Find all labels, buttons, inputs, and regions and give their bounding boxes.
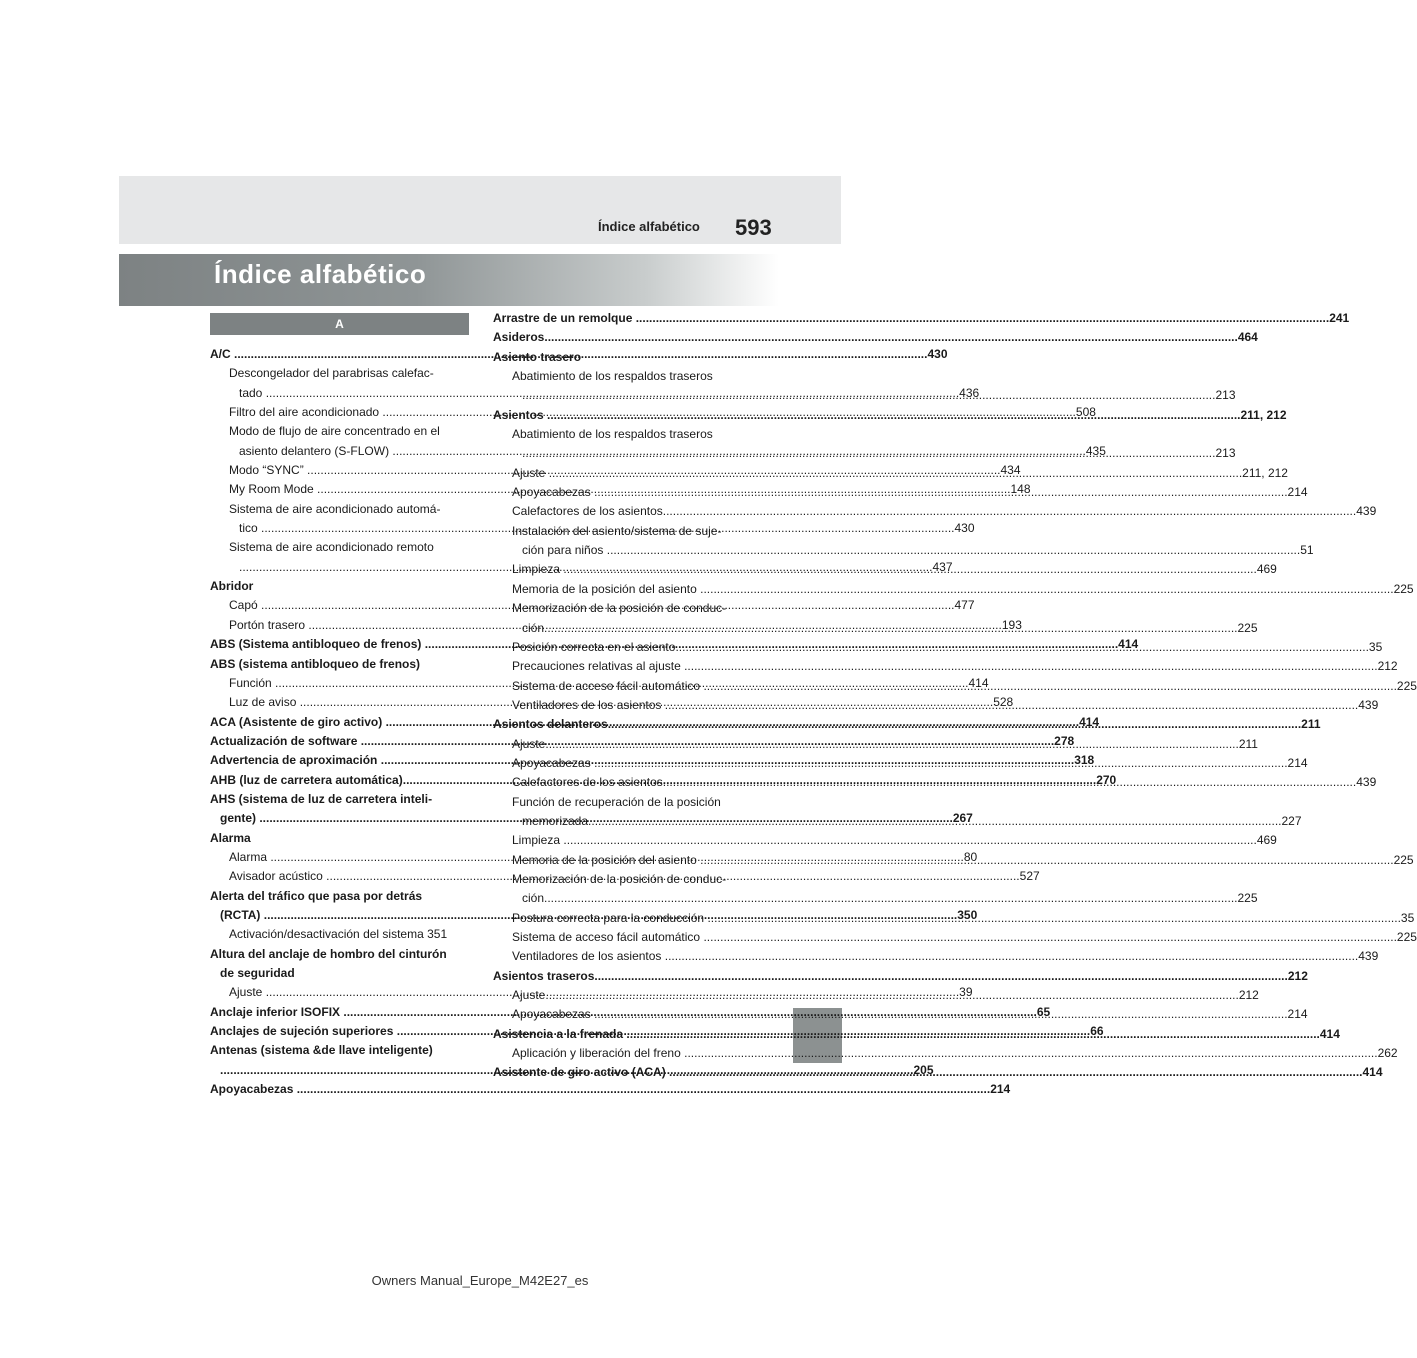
- entry-page-ref: 148: [1010, 482, 1031, 497]
- entry-term: Asientos traseros: [493, 968, 595, 983]
- entry-term: Alarma: [229, 849, 271, 864]
- entry-term: tico: [239, 521, 262, 536]
- entry-page-ref: 270: [1096, 772, 1117, 787]
- entry-page-ref: 477: [954, 598, 975, 613]
- page-title: Índice alfabético: [214, 259, 427, 289]
- dot-leader: [522, 443, 1215, 460]
- page-number: 593: [735, 215, 772, 240]
- entry-term: Abatimiento de los respaldos traseros: [512, 369, 713, 384]
- dot-leader: [700, 853, 1393, 867]
- entry-term: Alarma: [210, 830, 251, 845]
- entry-term: (RCTA): [220, 907, 264, 922]
- entry-term: Anclajes de sujeción superiores: [210, 1024, 397, 1039]
- entry-term: Calefactores de los asientos: [512, 775, 663, 790]
- index-entry: [210, 577, 465, 596]
- entry-page-ref: 214: [1287, 1007, 1308, 1022]
- entry-term: Postura correcta para la conducción: [512, 910, 708, 925]
- entry-page-ref: 508: [1075, 405, 1096, 420]
- dot-leader: [607, 543, 1300, 557]
- entry-term: Descongelador del parabrisas calefac-: [229, 366, 434, 381]
- title-band: [119, 254, 779, 306]
- entry-term: Asientos: [493, 407, 548, 422]
- entry-page-ref: 414: [1319, 1026, 1340, 1041]
- entry-term: Ajuste: [512, 988, 546, 1003]
- entry-page-ref: 414: [968, 675, 989, 690]
- dot-leader: [707, 911, 1400, 925]
- dot-leader: [522, 385, 1215, 402]
- entry-page-ref: 434: [1000, 463, 1021, 478]
- entry-term: memorizada: [522, 813, 589, 828]
- entry-page-ref: 464: [1237, 330, 1258, 345]
- entry-page-ref: 469: [1256, 833, 1277, 848]
- entry-term: Activación/desactivación del sistema 351: [229, 927, 448, 942]
- index-entry: [493, 348, 743, 367]
- entry-page-ref: 225: [1396, 678, 1417, 693]
- entry-page-ref: 225: [1393, 852, 1414, 867]
- dot-leader: [665, 949, 1358, 963]
- entry-term: Anclaje inferior ISOFIX: [210, 1004, 344, 1019]
- entry-term: Portón trasero: [229, 617, 309, 632]
- entry-term: Arrastre de un remolque: [493, 311, 636, 325]
- index-entry: [210, 945, 465, 984]
- dot-leader: [297, 1082, 990, 1096]
- entry-page-ref: 262: [1377, 1046, 1398, 1061]
- entry-page-ref: 439: [1356, 775, 1377, 790]
- entry-term: Asiento trasero: [493, 349, 582, 364]
- entry-term: Abatimiento de los respaldos traseros: [512, 427, 713, 442]
- entry-term: Limpieza: [512, 562, 564, 577]
- dot-leader: [703, 930, 1396, 944]
- running-head: Índice alfabético: [598, 219, 700, 234]
- entry-page-ref: 414: [1362, 1065, 1383, 1080]
- entry-page-ref: 435: [1085, 443, 1106, 458]
- dot-leader: [594, 756, 1287, 770]
- entry-page-ref: 225: [1237, 620, 1258, 635]
- entry-term: ABS (Sistema antibloqueo de frenos): [210, 637, 425, 652]
- entry-page-ref: 211, 212: [1242, 465, 1288, 480]
- entry-page-ref: 212: [1377, 659, 1398, 674]
- entry-term: Posición correcta en el asiento: [512, 639, 676, 654]
- entry-page-ref: 211: [1238, 736, 1258, 751]
- dot-leader: [636, 311, 1329, 325]
- entry-term: Apoyacabezas: [512, 1007, 595, 1022]
- entry-term: Abridor: [210, 579, 254, 594]
- entry-page-ref: 214: [1287, 485, 1308, 500]
- entry-page-ref: 213: [1215, 388, 1236, 403]
- entry-page-ref: 211: [1301, 717, 1321, 732]
- entry-page-ref: 213: [1215, 446, 1236, 461]
- entry-term: ción para niños: [522, 543, 607, 558]
- dot-leader: [594, 1004, 1287, 1021]
- entry-page-ref: 528: [993, 695, 1014, 710]
- entry-page-ref: 80: [963, 849, 978, 864]
- entry-page-ref: 436: [959, 385, 980, 400]
- entry-term: Antenas (sistema &de llave inteligente): [210, 1043, 433, 1058]
- entry-page-ref: 39: [959, 985, 973, 1000]
- entry-term: Filtro del aire acondicionado: [229, 405, 383, 420]
- entry-page-ref: 227: [1281, 813, 1302, 828]
- dot-leader: [594, 485, 1287, 499]
- entry-term: Capó: [229, 598, 262, 613]
- dot-leader: [700, 582, 1393, 596]
- entry-term: Alerta del tráfico que pasa por detrás: [210, 888, 423, 903]
- dot-leader: [675, 640, 1368, 654]
- entry-page-ref: 51: [1300, 543, 1314, 558]
- entry-term: Apoyacabezas: [210, 1082, 297, 1097]
- entry-page-ref: 350: [957, 907, 978, 922]
- entry-page-ref: 241: [1329, 311, 1350, 325]
- entry-term: Memorización de la posición de conduc-: [512, 601, 727, 616]
- entry-term: Advertencia de aproximación: [210, 753, 381, 768]
- index-entry: [493, 928, 1417, 947]
- dot-leader: [563, 833, 1256, 847]
- index-entry: [493, 947, 1379, 966]
- entry-page-ref: 267: [952, 811, 973, 826]
- entry-page-ref: 414: [1079, 714, 1100, 729]
- entry-term: Instalación del asiento/sistema de suje-: [512, 523, 722, 538]
- dot-leader: [703, 679, 1396, 693]
- index-entry: [210, 983, 973, 1002]
- entry-term: Ventiladores de los asientos: [512, 697, 665, 712]
- index-entry: [493, 309, 1350, 328]
- entry-page-ref: 225: [1396, 930, 1417, 944]
- index-entry: [493, 967, 1308, 986]
- entry-term: ABS (sistema antibloqueo de frenos): [210, 656, 421, 671]
- entry-page-ref: 212: [1238, 988, 1259, 1003]
- dot-leader: [544, 621, 1237, 635]
- dot-leader: [669, 1062, 1362, 1079]
- entry-page-ref: 214: [1287, 755, 1308, 770]
- entry-term: My Room Mode: [229, 482, 318, 497]
- entry-page-ref: 66: [1090, 1024, 1104, 1039]
- entry-page-ref: 225: [1393, 581, 1414, 596]
- entry-term: Avisador acústico: [229, 869, 327, 884]
- index-entry: [493, 502, 1377, 521]
- entry-term: Función de recuperación de la posición: [512, 794, 721, 809]
- entry-term: Ajuste: [512, 465, 549, 480]
- entry-page-ref: 225: [1237, 891, 1258, 906]
- entry-term: Ajuste: [512, 736, 546, 751]
- entry-term: Sistema de acceso fácil automático: [512, 678, 704, 693]
- entry-term: A/C: [210, 347, 234, 361]
- dot-leader: [684, 659, 1377, 673]
- dot-leader: [544, 891, 1237, 905]
- entry-term: Asistente de giro activo (ACA): [493, 1065, 670, 1080]
- entry-page-ref: 211, 212: [1240, 407, 1287, 422]
- dot-leader: [665, 698, 1358, 712]
- header-band: [119, 176, 841, 244]
- entry-page-ref: 35: [1400, 910, 1415, 925]
- entry-term: AHS (sistema de luz de carretera inteli-: [210, 791, 433, 806]
- entry-page-ref: 439: [1358, 949, 1379, 964]
- dot-leader: [563, 559, 1256, 576]
- entry-term: Ventiladores de los asientos: [512, 949, 665, 964]
- entry-term: tado: [239, 385, 266, 400]
- dot-leader: [594, 969, 1287, 983]
- entry-term: Sistema de aire acondicionado automá-: [229, 501, 441, 516]
- dot-leader: [626, 1027, 1319, 1041]
- entry-term: Asientos delanteros: [493, 717, 608, 732]
- dot-leader: [547, 408, 1240, 422]
- entry-page-ref: 212: [1287, 968, 1308, 983]
- entry-page-ref: 193: [1001, 617, 1022, 632]
- entry-page-ref: 437: [932, 559, 953, 574]
- entry-page-ref: 439: [1358, 697, 1379, 712]
- dot-leader: [544, 330, 1237, 344]
- entry-term: Memoria de la posición del asiento: [512, 852, 701, 867]
- entry-term: Precauciones relativas al ajuste: [512, 659, 685, 674]
- entry-term: Función: [229, 675, 276, 690]
- dot-leader: [549, 466, 1242, 480]
- entry-term: Sistema de aire acondicionado remoto: [229, 540, 434, 555]
- entry-page-ref: 414: [1118, 637, 1139, 652]
- entry-term: Modo “SYNC”: [229, 463, 308, 478]
- dot-leader: [663, 504, 1356, 518]
- entry-term: Aplicación y liberación del freno: [512, 1046, 685, 1061]
- index-entry: [210, 1080, 1011, 1099]
- index-entry: [493, 657, 1398, 676]
- dot-leader: [663, 772, 1356, 789]
- letter-heading: A: [210, 313, 469, 335]
- entry-term: Luz de aviso: [229, 695, 300, 710]
- entry-page-ref: 278: [1054, 733, 1075, 748]
- entry-page-ref: 318: [1074, 753, 1095, 768]
- dot-leader: [545, 737, 1238, 751]
- index-entry: [210, 829, 465, 848]
- entry-page-ref: 35: [1368, 639, 1383, 654]
- dot-leader: [545, 988, 1238, 1002]
- entry-term: Limpieza: [512, 833, 564, 848]
- entry-page-ref: 527: [1019, 869, 1040, 884]
- dot-leader: [608, 714, 1301, 731]
- entry-term: gente): [220, 811, 260, 826]
- entry-term: AHB (luz de carretera automática): [210, 772, 403, 787]
- entry-term: asiento delantero (S-FLOW): [239, 443, 393, 458]
- footer-text: Owners Manual_Europe_M42E27_es: [371, 1273, 589, 1288]
- entry-term: ción: [522, 891, 545, 906]
- entry-page-ref: 469: [1256, 562, 1277, 577]
- entry-term: Memoria de la posición del asiento: [512, 581, 701, 596]
- index-entry: [210, 655, 465, 674]
- index-entry: [493, 328, 1258, 347]
- entry-page-ref: 65: [1036, 1004, 1051, 1019]
- entry-term: Calefactores de los asientos: [512, 504, 663, 519]
- entry-term: Apoyacabezas: [512, 485, 595, 500]
- entry-page-ref: 439: [1356, 504, 1377, 519]
- entry-term: Altura del anclaje de hombro del cinturón: [210, 946, 447, 961]
- index-entry: [493, 831, 1277, 850]
- entry-term: de seguridad: [220, 966, 295, 980]
- entry-page-ref: 205: [913, 1062, 934, 1077]
- index-entry: [210, 925, 465, 944]
- entry-term: Memorización de la posición de conduc-: [512, 871, 727, 886]
- dot-leader: [588, 814, 1281, 828]
- entry-term: Apoyacabezas: [512, 755, 595, 770]
- entry-term: Modo de flujo de aire concentrado en el: [229, 424, 440, 439]
- entry-term: Asistencia a la frenada: [493, 1026, 627, 1041]
- entry-page-ref: 214: [990, 1082, 1011, 1097]
- entry-term: ACA (Asistente de giro activo): [210, 714, 386, 729]
- entry-term: Actualización de software: [210, 733, 361, 748]
- index-entry: [493, 1044, 1398, 1063]
- dot-leader: [684, 1046, 1377, 1060]
- entry-term: Ajuste: [229, 985, 266, 1000]
- entry-term: ción: [522, 620, 545, 635]
- entry-page-ref: 430: [954, 521, 975, 536]
- entry-page-ref: 430: [927, 347, 948, 361]
- entry-term: Asideros: [493, 330, 545, 345]
- entry-term: Sistema de acceso fácil automático: [512, 930, 704, 944]
- index-entry: [493, 580, 1414, 599]
